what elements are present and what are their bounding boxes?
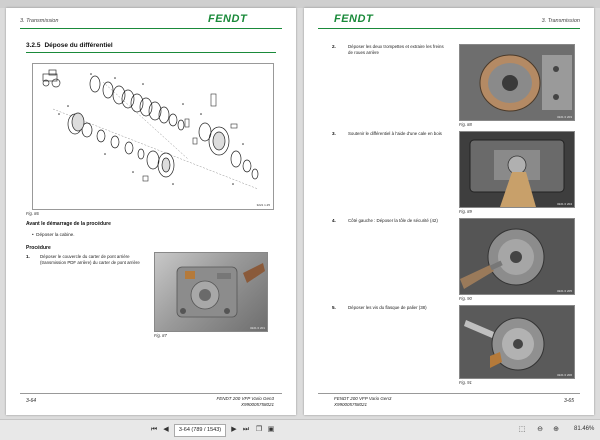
footer-title-line: FENDT 200 VFP Vario Gen3 (334, 396, 392, 401)
photo-brake-svg (460, 45, 574, 120)
step-3-text: Soutenir le différentiel à l'aide d'une cale en bois (348, 131, 442, 136)
header-rule (20, 28, 282, 29)
step-5-text: Déposer les vis du flasque de palier (38) (348, 305, 427, 310)
title-rule (26, 52, 276, 53)
diagram-code: 3221 1.25 (256, 203, 270, 207)
step-2-text: Déposer les deux trompettes et extraire les freins de roues arrière (348, 44, 444, 55)
section-title-text: Dépose du différentiel (44, 42, 113, 49)
before-bullet (32, 232, 74, 237)
photo-code: 3221 0 206 (556, 373, 572, 377)
photo-bearing-flange (459, 305, 575, 379)
photo-code: 3221 0 204 (556, 202, 572, 206)
document-page-left (6, 8, 296, 415)
footer-code-line: X990005758021 (334, 401, 368, 407)
viewer-top-bar (0, 0, 600, 8)
viewer-toolbar (0, 419, 600, 440)
next-page-icon[interactable]: ▶ (231, 426, 237, 433)
prev-page-icon[interactable]: ◀ (163, 426, 169, 433)
figure-label-89: Fig. 89 (459, 209, 472, 214)
photo-code: 3221 0 205 (556, 289, 572, 293)
exploded-view-svg (33, 64, 273, 209)
photo-code: 3221 0 201 (249, 326, 265, 330)
figure-label-91: Fig. 91 (459, 380, 472, 385)
footer-rule (20, 393, 282, 394)
photo-axle-cover-svg (155, 253, 267, 331)
step-3-number: 3. (332, 131, 336, 136)
step-1-number: 1. (26, 254, 30, 259)
figure-label-88: Fig. 88 (459, 122, 472, 127)
photo-axle-cover (154, 252, 268, 332)
step-1-text: Déposer le couvercle du carter de pont arrière (transmission PDF arrière) du carter de pont arrière (40, 254, 140, 265)
photo-brake-trumpet (459, 44, 575, 121)
photo-safety-plate (459, 218, 575, 295)
exploded-view-diagram (32, 63, 274, 210)
photo-flange-svg (460, 306, 574, 378)
figure-label-86: Fig. 86 (26, 211, 39, 216)
photo-support-svg (460, 132, 574, 207)
photo-safety-svg (460, 219, 574, 294)
view-icon[interactable]: ▣ (267, 426, 275, 433)
photo-code: 3221 0 203 (556, 115, 572, 119)
fit-icon[interactable]: ⬚ (518, 426, 526, 433)
procedure-heading: Procédure (26, 245, 51, 251)
section-number: 3.2.5 (26, 42, 41, 49)
footer-page-number: 3-65 (563, 398, 574, 404)
document-page-right (304, 8, 594, 415)
header-rule (318, 28, 580, 29)
section-title (26, 42, 113, 49)
tractor-icon (43, 70, 60, 87)
bullet-dot: • (32, 232, 37, 237)
zoom-in-icon[interactable]: ⊕ (553, 426, 559, 433)
page-number-input[interactable]: 3-64 (789 / 1543) (174, 424, 226, 437)
header-section: 3. Transmission (20, 18, 59, 24)
footer-code-line: X990005758021 (240, 401, 274, 407)
fendt-logo: FENDT (334, 13, 374, 25)
footer-title-line: FENDT 200 VFP Vario Gen3 (216, 396, 274, 401)
before-heading: Avant le démarrage de la procédure (26, 221, 111, 227)
before-bullet-text: Déposer la cabine. (36, 232, 75, 237)
figure-label-90: Fig. 90 (459, 296, 472, 301)
last-page-icon[interactable]: ⏭ (242, 426, 250, 433)
footer-rule (318, 393, 580, 394)
fendt-logo: FENDT (208, 13, 248, 25)
photo-differential-support (459, 131, 575, 208)
first-page-icon[interactable]: ⏮ (150, 426, 158, 433)
step-4-text: Côté gauche : Déposer la tôle de sécurité (42) (348, 218, 438, 223)
footer-page-number: 3-64 (26, 398, 37, 404)
copy-icon[interactable]: ❐ (255, 426, 263, 433)
step-2-number: 2. (332, 44, 336, 49)
header-section: 3. Transmission (541, 18, 580, 24)
footer-title (217, 396, 274, 407)
zoom-out-icon[interactable]: ⊖ (537, 426, 543, 433)
figure-label-87: Fig. 87 (154, 333, 167, 338)
step-4-number: 4. (332, 218, 336, 223)
zoom-level[interactable]: 81.46% (574, 426, 595, 432)
step-5-number: 5. (332, 305, 336, 310)
footer-title (334, 396, 391, 407)
